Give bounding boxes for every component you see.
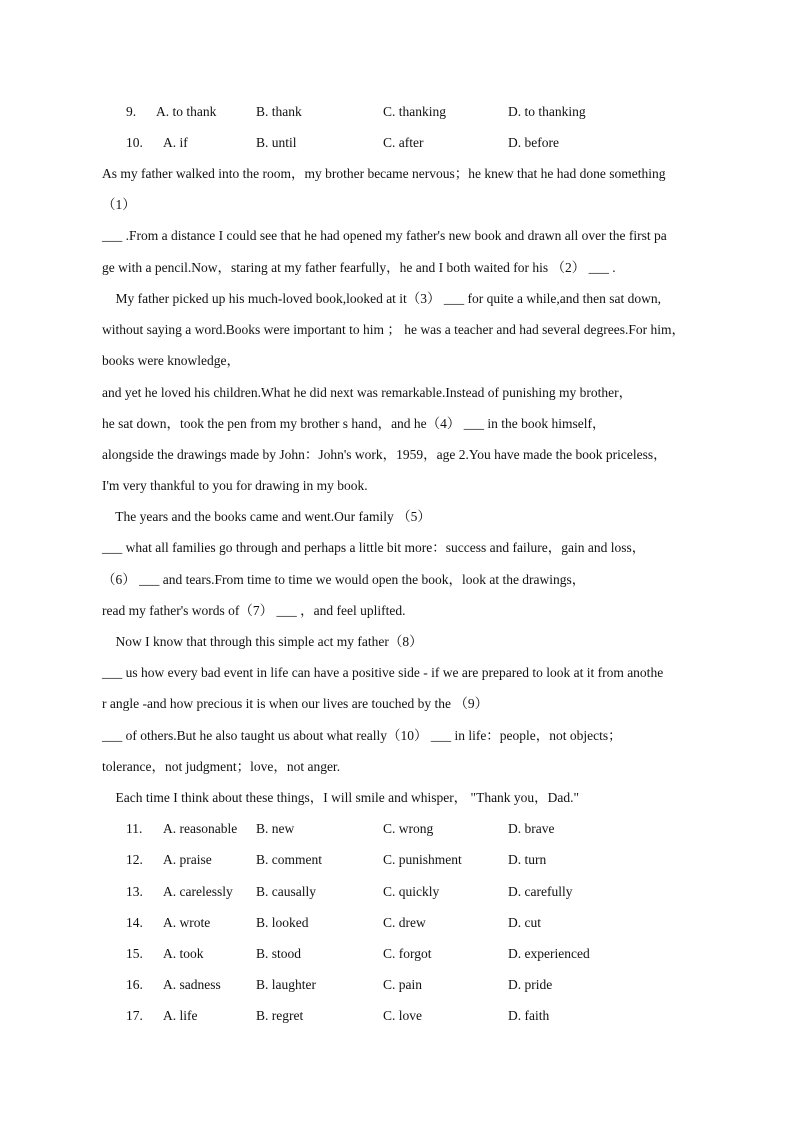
option-c: C. quickly bbox=[383, 884, 440, 899]
passage-line: r angle -and how precious it is when our lives are touched by the （9） bbox=[102, 696, 489, 711]
option-c: C. pain bbox=[383, 977, 422, 992]
option-d: D. before bbox=[508, 135, 559, 150]
option-c: C. thanking bbox=[383, 104, 446, 119]
option-a: A. to thank bbox=[156, 104, 217, 119]
option-row-12 bbox=[0, 851, 794, 869]
passage-line: ___ us how every bad event in life can have a positive side - if we are prepared to look at it from anothe bbox=[102, 665, 664, 680]
passage-line: tolerance，not judgment；love，not anger. bbox=[102, 759, 341, 774]
option-b: B. stood bbox=[256, 946, 302, 961]
option-a: A. took bbox=[163, 946, 204, 961]
option-d: D. pride bbox=[508, 977, 553, 992]
passage-line: As my father walked into the room，my brother became nervous；he knew that he had done something bbox=[102, 166, 666, 181]
passage-line: Each time I think about these things，I will smile and whisper， "Thank you，Dad." bbox=[102, 790, 580, 805]
option-b: B. comment bbox=[256, 852, 322, 867]
option-row-16 bbox=[0, 976, 794, 994]
option-b: B. looked bbox=[256, 915, 309, 930]
passage-line: ___ of others.But he also taught us about what really（10） ___ in life：people，not objects； bbox=[102, 728, 622, 743]
option-row-14 bbox=[0, 914, 794, 932]
question-number: 17. bbox=[126, 1008, 143, 1023]
option-c: C. drew bbox=[383, 915, 426, 930]
passage-line: The years and the books came and went.Our family （5） bbox=[102, 509, 431, 524]
option-b: B. regret bbox=[256, 1008, 304, 1023]
passage-line: read my father's words of（7） ___ ，and feel uplifted. bbox=[102, 603, 406, 618]
passage-line: without saying a word.Books were important to him ； he was a teacher and had several degrees.For him， bbox=[102, 322, 685, 337]
question-number: 10. bbox=[126, 135, 143, 150]
question-number: 15. bbox=[126, 946, 143, 961]
option-d: D. faith bbox=[508, 1008, 550, 1023]
option-d: D. carefully bbox=[508, 884, 573, 899]
question-number: 11. bbox=[126, 821, 143, 836]
option-row-11 bbox=[0, 820, 794, 838]
option-a: A. sadness bbox=[163, 977, 221, 992]
option-c: C. after bbox=[383, 135, 424, 150]
option-b: B. causally bbox=[256, 884, 316, 899]
option-d: D. turn bbox=[508, 852, 547, 867]
question-number: 14. bbox=[126, 915, 143, 930]
option-row-10 bbox=[0, 134, 794, 152]
passage-line: he sat down，took the pen from my brother s hand，and he（4） ___ in the book himself， bbox=[102, 416, 606, 431]
option-b: B. until bbox=[256, 135, 297, 150]
option-a: A. praise bbox=[163, 852, 212, 867]
option-c: C. punishment bbox=[383, 852, 462, 867]
passage-line: Now I know that through this simple act my father（8） bbox=[102, 634, 423, 649]
option-d: D. to thanking bbox=[508, 104, 586, 119]
option-c: C. forgot bbox=[383, 946, 432, 961]
passage-line: and yet he loved his children.What he did next was remarkable.Instead of punishing my brother， bbox=[102, 385, 633, 400]
option-d: D. brave bbox=[508, 821, 555, 836]
question-number: 13. bbox=[126, 884, 143, 899]
option-d: D. cut bbox=[508, 915, 541, 930]
option-row-15 bbox=[0, 945, 794, 963]
option-a: A. wrote bbox=[163, 915, 211, 930]
option-b: B. thank bbox=[256, 104, 302, 119]
question-number: 12. bbox=[126, 852, 143, 867]
passage-line: ___ .From a distance I could see that he had opened my father's new book and drawn all over the first pa bbox=[102, 228, 667, 243]
passage-line: （6） ___ and tears.From time to time we would open the book，look at the drawings， bbox=[102, 572, 586, 587]
option-c: C. love bbox=[383, 1008, 422, 1023]
option-row-9 bbox=[0, 103, 794, 121]
passage-line: ge with a pencil.Now，staring at my father fearfully，he and I both waited for his （2） ___ . bbox=[102, 260, 616, 275]
passage-line: books were knowledge， bbox=[102, 353, 240, 368]
option-a: A. if bbox=[163, 135, 188, 150]
question-number: 16. bbox=[126, 977, 143, 992]
option-a: A. reasonable bbox=[163, 821, 238, 836]
option-row-13 bbox=[0, 883, 794, 901]
question-number: 9. bbox=[126, 104, 137, 119]
option-a: A. life bbox=[163, 1008, 198, 1023]
option-c: C. wrong bbox=[383, 821, 434, 836]
option-d: D. experienced bbox=[508, 946, 590, 961]
option-a: A. carelessly bbox=[163, 884, 233, 899]
passage-line: alongside the drawings made by John：John's work，1959，age 2.You have made the book priceless， bbox=[102, 447, 667, 462]
passage-line: ___ what all families go through and perhaps a little bit more：success and failure，gain and loss， bbox=[102, 540, 646, 555]
passage-line: I'm very thankful to you for drawing in my book. bbox=[102, 478, 368, 493]
option-b: B. laughter bbox=[256, 977, 316, 992]
option-b: B. new bbox=[256, 821, 295, 836]
option-row-17 bbox=[0, 1007, 794, 1025]
passage-line: My father picked up his much-loved book,looked at it（3） ___ for quite a while,and then sat down, bbox=[102, 291, 662, 306]
passage-line: （1） bbox=[102, 197, 136, 212]
